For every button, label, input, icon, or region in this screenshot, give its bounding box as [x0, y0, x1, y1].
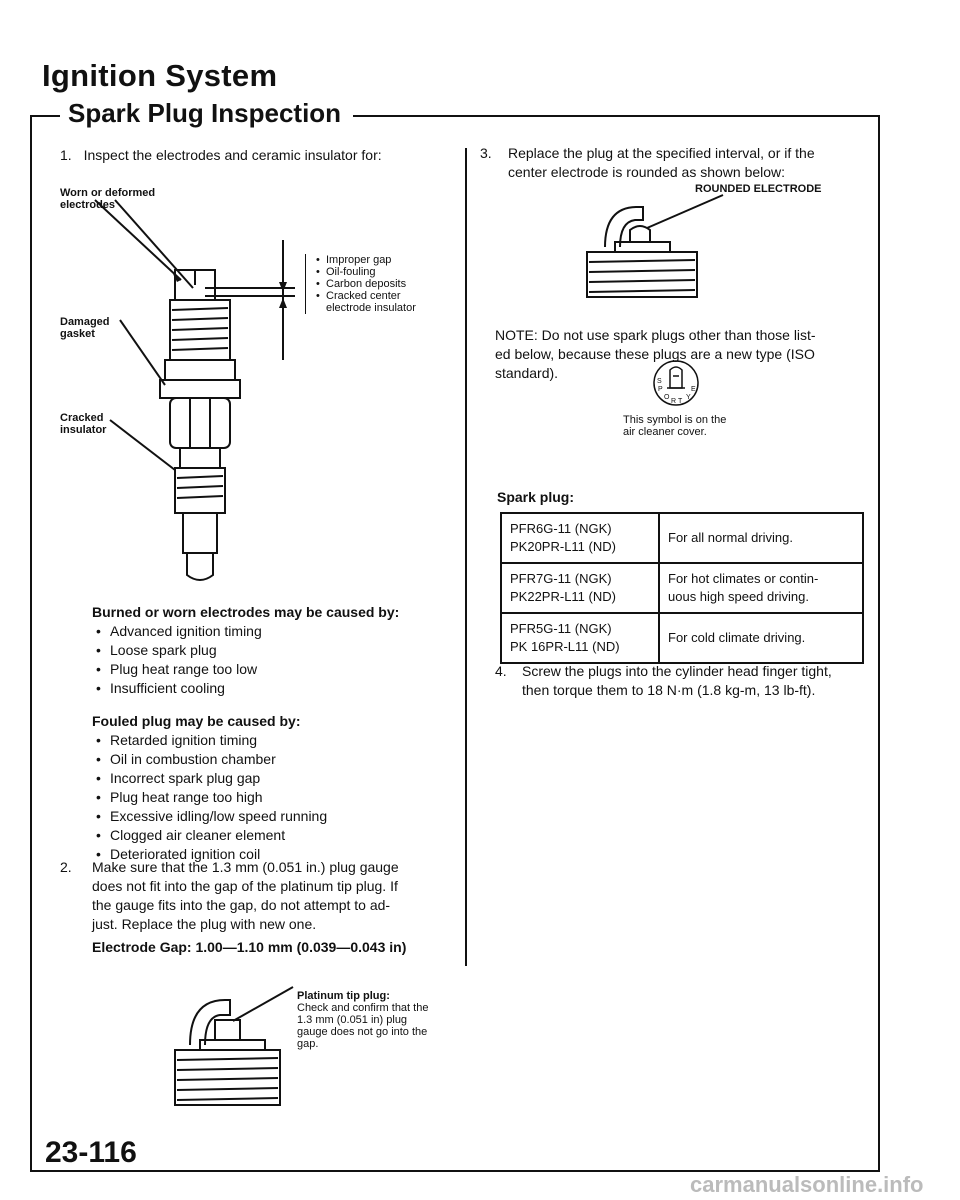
use-cell: [659, 563, 863, 613]
burned-cause-item: • Loose spark plug: [92, 641, 452, 660]
note-line: standard).: [495, 365, 559, 381]
cracked-insulator-label: [60, 412, 106, 436]
damaged-label-line: gasket: [60, 328, 95, 340]
column-divider: [465, 148, 467, 966]
step-3-text: [508, 144, 868, 182]
worn-electrodes-label: [60, 187, 155, 211]
fouled-causes: [92, 712, 452, 864]
symbol-letter: Y: [686, 394, 691, 401]
iso-sport-type-symbol: [640, 358, 720, 408]
symbol-letter: R: [671, 398, 677, 405]
symbol-caption-line: This symbol is on the: [623, 414, 727, 426]
rounded-electrode-illustration: [575, 192, 725, 302]
step-2-line: does not fit into the gap of the platinum tip plug. If: [92, 878, 398, 894]
symbol-letter: T: [678, 398, 683, 405]
fouled-cause-item: • Clogged air cleaner element: [92, 826, 452, 845]
fouled-cause-item: • Oil in combustion chamber: [92, 750, 452, 769]
platinum-plug-illustration: [165, 985, 295, 1110]
use-cell: [659, 513, 863, 563]
damaged-gasket-label: [60, 316, 110, 340]
step-3-line: Replace the plug at the specified interval, or if the: [508, 145, 815, 161]
burned-cause-item: • Advanced ignition timing: [92, 622, 452, 641]
plug-model: PK 16PR-L11 (ND): [510, 639, 620, 654]
note-line: NOTE: Do not use spark plugs other than those list-: [495, 327, 816, 343]
plug-model: PK22PR-L11 (ND): [510, 589, 616, 604]
use-cell: [659, 613, 863, 663]
fouled-cause-item: • Retarded ignition timing: [92, 731, 452, 750]
plug-model: PFR7G-11 (NGK): [510, 571, 612, 586]
step-1: [60, 146, 382, 165]
platinum-line: 1.3 mm (0.051 in) plug: [297, 1014, 408, 1026]
page-title: Ignition System: [42, 58, 278, 93]
step-2-line: Make sure that the 1.3 mm (0.051 in.) plug gauge: [92, 859, 399, 875]
section-title: Spark Plug Inspection: [60, 98, 353, 129]
plug-model: PFR5G-11 (NGK): [510, 621, 612, 636]
fouled-cause-item: • Excessive idling/low speed running: [92, 807, 452, 826]
note-line: ed below, because these plugs are a new type (ISO: [495, 346, 815, 362]
table-row: [501, 613, 863, 663]
symbol-caption: [623, 414, 726, 438]
damaged-gasket-leader: [120, 320, 165, 385]
frame-left-border: [30, 115, 32, 1170]
frame-top-left: [30, 115, 62, 117]
frame-top-right: [320, 115, 878, 117]
fouled-heading: Fouled plug may be caused by:: [92, 713, 301, 729]
frame-right-border: [878, 115, 880, 1170]
step-3-line: center electrode is rounded as shown below:: [508, 164, 786, 180]
inspection-item: • Cracked center: [316, 290, 456, 302]
damaged-label-line: Damaged: [60, 316, 110, 328]
rounded-electrode-label: ROUNDED ELECTRODE: [695, 183, 822, 195]
symbol-letter: P: [658, 386, 663, 393]
burned-cause-item: • Plug heat range too low: [92, 660, 452, 679]
platinum-note: [297, 990, 457, 1050]
step-4-number: 4.: [495, 663, 507, 679]
inspection-item-continued: electrode insulator: [326, 302, 416, 314]
inspection-item: • Improper gap: [316, 254, 456, 266]
use-text: For hot climates or contin-: [668, 571, 819, 586]
step-4-line: Screw the plugs into the cylinder head finger tight,: [522, 663, 832, 679]
plug-cell: [501, 613, 659, 663]
use-text: uous high speed driving.: [668, 589, 809, 604]
plug-model: PK20PR-L11 (ND): [510, 539, 616, 554]
step-2-line: just. Replace the plug with new one.: [92, 916, 317, 932]
step-4-text: [522, 662, 872, 700]
cracked-label-line: Cracked: [60, 412, 104, 424]
symbol-caption-line: air cleaner cover.: [623, 426, 707, 438]
inspection-item: • Oil-fouling: [316, 266, 456, 278]
symbol-letter: E: [691, 386, 696, 393]
worn-label-line: Worn or deformed: [60, 187, 156, 199]
use-text: For cold climate driving.: [668, 630, 806, 645]
step-2-number: 2.: [60, 859, 72, 875]
cracked-insulator-leader: [110, 420, 175, 470]
step-2-line: the gauge fits into the gap, do not attempt to ad-: [92, 897, 391, 913]
table-row: [501, 563, 863, 613]
platinum-heading: Platinum tip plug:: [297, 990, 390, 1002]
fouled-cause-item: • Incorrect spark plug gap: [92, 769, 452, 788]
use-text: For all normal driving.: [668, 530, 793, 545]
step-4-line: then torque them to 18 N·m (1.8 kg-m, 13 lb-ft).: [522, 682, 816, 698]
burned-heading: Burned or worn electrodes may be caused by:: [92, 604, 400, 620]
worn-label-line: electrodes: [60, 199, 116, 211]
spark-plug-heading: Spark plug:: [497, 489, 575, 505]
step-3-number: 3.: [480, 145, 492, 161]
step-1-text: Inspect the electrodes and ceramic insulator for:: [83, 147, 382, 163]
spark-plug-diagram: [55, 170, 460, 595]
table-row: [501, 513, 863, 563]
platinum-line: gauge does not go into the: [297, 1026, 428, 1038]
fouled-cause-item: • Deteriorated ignition coil: [92, 845, 452, 864]
inspection-list: [305, 254, 456, 314]
step-1-number: 1.: [60, 147, 72, 163]
plug-model: PFR6G-11 (NGK): [510, 521, 612, 536]
spark-plug-table: [500, 512, 864, 664]
burned-causes: [92, 603, 452, 698]
step-2-text: [92, 858, 462, 934]
fouled-cause-item: • Plug heat range too high: [92, 788, 452, 807]
cracked-label-line: insulator: [60, 424, 107, 436]
inspection-item: • Carbon deposits: [316, 278, 456, 290]
plug-cell: [501, 563, 659, 613]
platinum-line: gap.: [297, 1038, 319, 1050]
symbol-letter: S: [657, 378, 662, 385]
watermark: carmanualsonline.info: [690, 1172, 924, 1197]
worn-electrode-leader: [95, 200, 181, 280]
plug-cell: [501, 513, 659, 563]
platinum-line: Check and confirm that the: [297, 1002, 429, 1014]
electrode-gap-spec: Electrode Gap: 1.00—1.10 mm (0.039—0.043 in): [92, 939, 407, 955]
page-number: 23-116: [45, 1136, 137, 1169]
burned-cause-item: • Insufficient cooling: [92, 679, 452, 698]
symbol-letter: O: [664, 394, 670, 401]
